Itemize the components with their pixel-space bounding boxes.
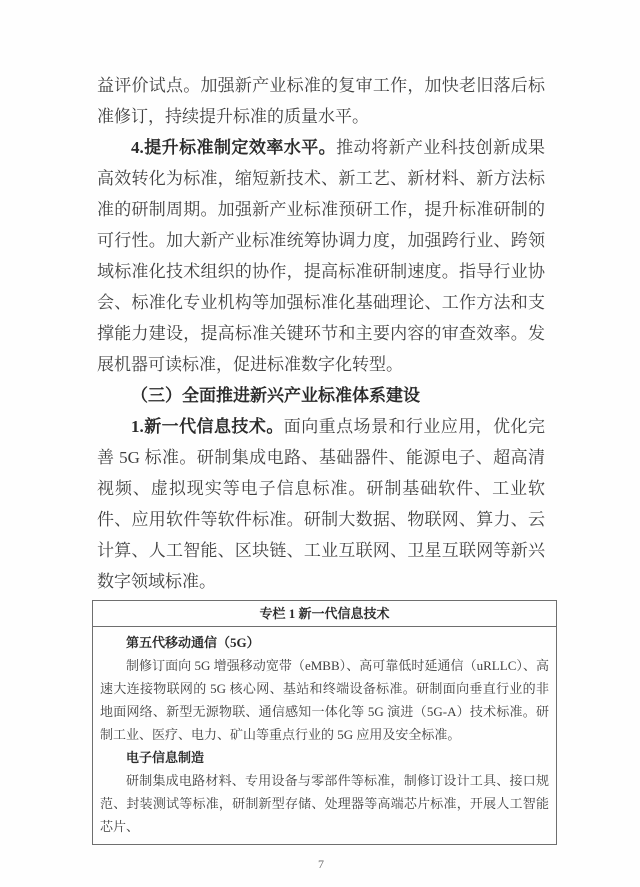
paragraph-text: 推动将新产业科技创新成果高效转化为标准，缩短新技术、新工艺、新材料、新方法标准的研制周期。加强新产业标准预研工作，提升标准研制的可行性。加大新产业标准统筹协调力度，加强跨行业、跨领域标准化技术组织的协作，提高标准研制速度。指导行业协会、标准化专业机构等加强标准化基础理论、工作方法和支撑能力建设，提高标准关键环节和主要内容的审查效率。发展机器可读标准，促进标准数字化转型。 bbox=[97, 138, 546, 374]
box-subheading-5g: 第五代移动通信（5G） bbox=[126, 635, 260, 650]
body-paragraph-continuation bbox=[97, 70, 545, 132]
body-paragraph-1-new-gen-it bbox=[97, 411, 545, 597]
box-subheading-electronics: 电子信息制造 bbox=[126, 750, 205, 765]
paragraph-text: 面向重点场景和行业应用，优化完善 5G 标准。研制集成电路、基础器件、能源电子、超高清视频、虚拟现实等电子信息标准。研制基础软件、工业软件、应用软件等软件标准。研制大数据、物联网、算力、云计算、人工智能、区块链、工业互联网、卫星互联网等新兴数字领域标准。 bbox=[97, 417, 546, 591]
paragraph-text: 益评价试点。加强新产业标准的复审工作，加快老旧落后标准修订，持续提升标准的质量水平。 bbox=[97, 76, 545, 126]
column-box bbox=[92, 600, 557, 845]
column-box-title: 专栏 1 新一代信息技术 bbox=[93, 601, 556, 627]
column-box-body bbox=[93, 627, 556, 844]
page-number: 7 bbox=[318, 857, 324, 871]
section-heading: （三）全面推进新兴产业标准体系建设 bbox=[131, 386, 420, 405]
paragraph-bold-lead: 4.提升标准制定效率水平。 bbox=[131, 138, 337, 157]
body-paragraph-4 bbox=[97, 132, 545, 380]
paragraph-bold-lead: 1.新一代信息技术。 bbox=[131, 417, 284, 436]
box-paragraph-5g: 制修订面向 5G 增强移动宽带（eMBB）、高可靠低时延通信（uRLLC）、高速大连接物联网的 5G 核心网、基站和终端设备标准。研制面向垂直行业的非地面网络、新型无源物联、通信感知一体化等 5G 演进（5G-A）技术标准。研制工业、医疗、电力、矿山等重点行业的 5G 应用及安全标准。 bbox=[100, 658, 549, 742]
box-paragraph-electronics: 研制集成电路材料、专用设备与零部件等标准，制修订设计工具、接口规范、封装测试等标准，研制新型存储、处理器等高端芯片标准，开展人工智能芯片、 bbox=[100, 773, 549, 834]
